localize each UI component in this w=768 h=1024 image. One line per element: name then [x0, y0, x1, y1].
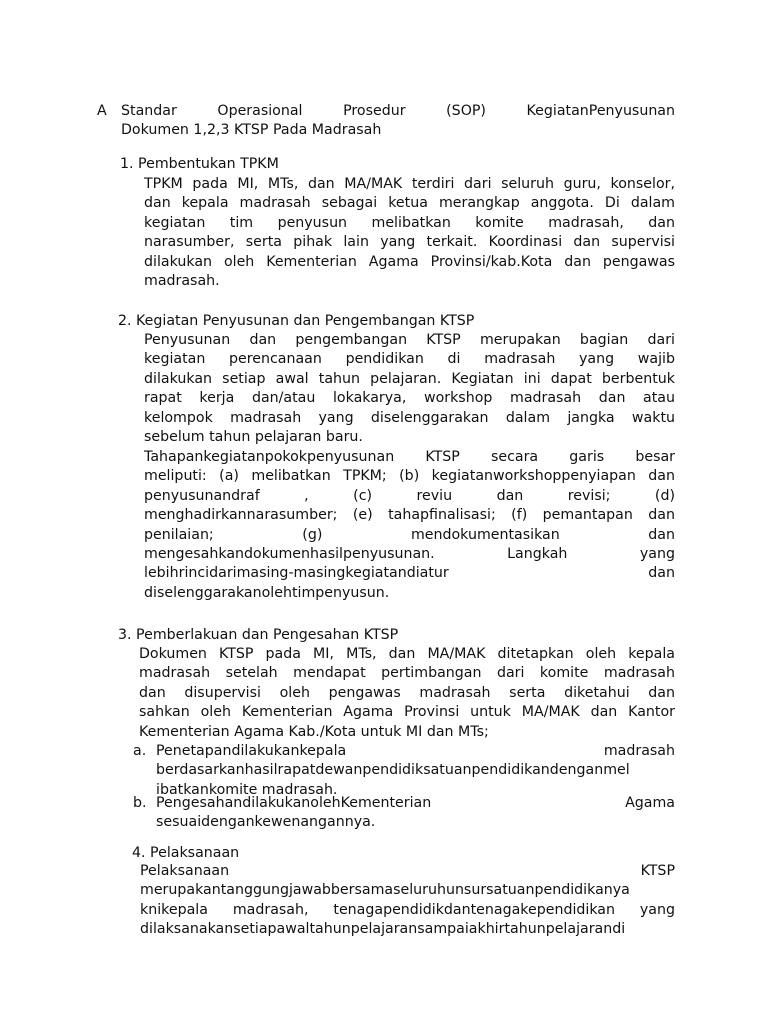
list-item-line: sesuaidengankewenangannya.	[156, 814, 376, 831]
section-paragraph	[144, 331, 675, 447]
heading-title	[121, 102, 675, 141]
paragraph-line: Kementerian Agama Kab./Kota untuk MI dan MTs;	[139, 723, 489, 740]
paragraph-line: madrasah setelah mendapat pertimbangan dari komite madrasah	[139, 665, 675, 682]
paragraph-line: madrasah.	[144, 273, 220, 290]
section-paragraph	[144, 175, 675, 291]
paragraph-line: narasumber, serta pihak lain yang terkait. Koordinasi dan supervisi	[144, 234, 675, 251]
paragraph-line: dan disupervisi oleh pengawas madrasah serta diketahui dan	[139, 684, 675, 701]
section-paragraph	[140, 862, 675, 940]
list-marker: b.	[133, 795, 147, 811]
paragraph-line: menghadirkannarasumber; (e) tahapfinalisasi; (f) pemantapan dan	[144, 507, 675, 524]
paragraph-line: sebelum tahun pelajaran baru.	[144, 429, 363, 446]
section-title: 4. Pelaksanaan	[132, 845, 240, 861]
paragraph-line: kelompok madrasah yang diselenggarakan dalam jangka waktu	[144, 409, 675, 426]
section-title: 1. Pembentukan TPKM	[120, 156, 279, 172]
paragraph-line: mengesahkandokumenhasilpenyusunan. Langkah yang	[144, 546, 675, 563]
paragraph-line: merupakantanggungjawabbersamaseluruhunsursatuanpendidikanya	[140, 882, 630, 899]
paragraph-line: kegiatan perencanaan pendidikan di madrasah yang wajib	[144, 351, 675, 368]
paragraph-line: rapat kerja dan/atau lokakarya, workshop madrasah dan atau	[144, 390, 675, 407]
paragraph-line: diselenggarakanolehtimpenyusun.	[144, 584, 390, 601]
paragraph-line: lebihrincidarimasing-masingkegiatandiatur dan	[144, 565, 675, 582]
paragraph-line: penyusunandraf , (c) reviu dan revisi; (d)	[144, 487, 675, 504]
list-item-line: berdasarkanhasilrapatdewanpendidiksatuanpendidikandenganmel	[156, 762, 630, 779]
paragraph-line: Tahapankegiatanpokokpenyusunan KTSP secara garis besar	[144, 449, 675, 465]
paragraph-line: Penyusunan dan pengembangan KTSP merupakan bagian dari	[144, 332, 675, 348]
heading-line: Standar Operasional Prosedur (SOP) KegiatanPenyusunan	[121, 103, 675, 119]
section-title: 3. Pemberlakuan dan Pengesahan KTSP	[118, 627, 399, 643]
paragraph-line: kegiatan tim penyusun melibatkan komite madrasah, dan	[144, 214, 675, 231]
paragraph-line: dilakukan oleh Kementerian Agama Provinsi/kab.Kota dan pengawas	[144, 253, 675, 270]
heading-letter: A	[97, 103, 107, 119]
list-item-line: Penetapandilakukankepala madrasah	[156, 743, 675, 759]
section-title: 2. Kegiatan Penyusunan dan Pengembangan KTSP	[118, 313, 475, 329]
paragraph-line: Dokumen KTSP pada MI, MTs, dan MA/MAK ditetapkan oleh kepala	[139, 646, 675, 662]
paragraph-line: meliputi: (a) melibatkan TPKM; (b) kegiatanworkshoppenyiapan dan	[144, 468, 675, 485]
list-item-text	[156, 794, 675, 833]
list-item-line: ibatkankomite madrasah.	[156, 781, 338, 798]
paragraph-line: Pelaksanaan KTSP	[140, 863, 675, 879]
paragraph-line: TPKM pada MI, MTs, dan MA/MAK terdiri dari seluruh guru, konselor,	[144, 176, 675, 192]
list-item-text	[156, 742, 675, 800]
paragraph-line: dan kepala madrasah sebagai ketua merangkap anggota. Di dalam	[144, 195, 675, 212]
paragraph-line: sahkan oleh Kementerian Agama Provinsi untuk MA/MAK dan Kantor	[139, 704, 675, 721]
paragraph-line: penilaian; (g) mendokumentasikan dan	[144, 526, 675, 543]
paragraph-line: dilakukan setiap awal tahun pelajaran. Kegiatan ini dapat berbentuk	[144, 370, 675, 387]
list-item-line: PengesahandilakukanolehKementerian Agama	[156, 795, 675, 811]
heading-line: Dokumen 1,2,3 KTSP Pada Madrasah	[121, 122, 382, 139]
paragraph-line: dilaksanakansetiapawaltahunpelajaransampaiakhirtahunpelajarandi	[140, 921, 626, 938]
section-paragraph	[144, 448, 675, 603]
list-marker: a.	[133, 743, 147, 759]
paragraph-line: knikepala madrasah, tenagapendidikdantenagakependidikan yang	[140, 901, 675, 918]
section-paragraph	[139, 645, 675, 742]
